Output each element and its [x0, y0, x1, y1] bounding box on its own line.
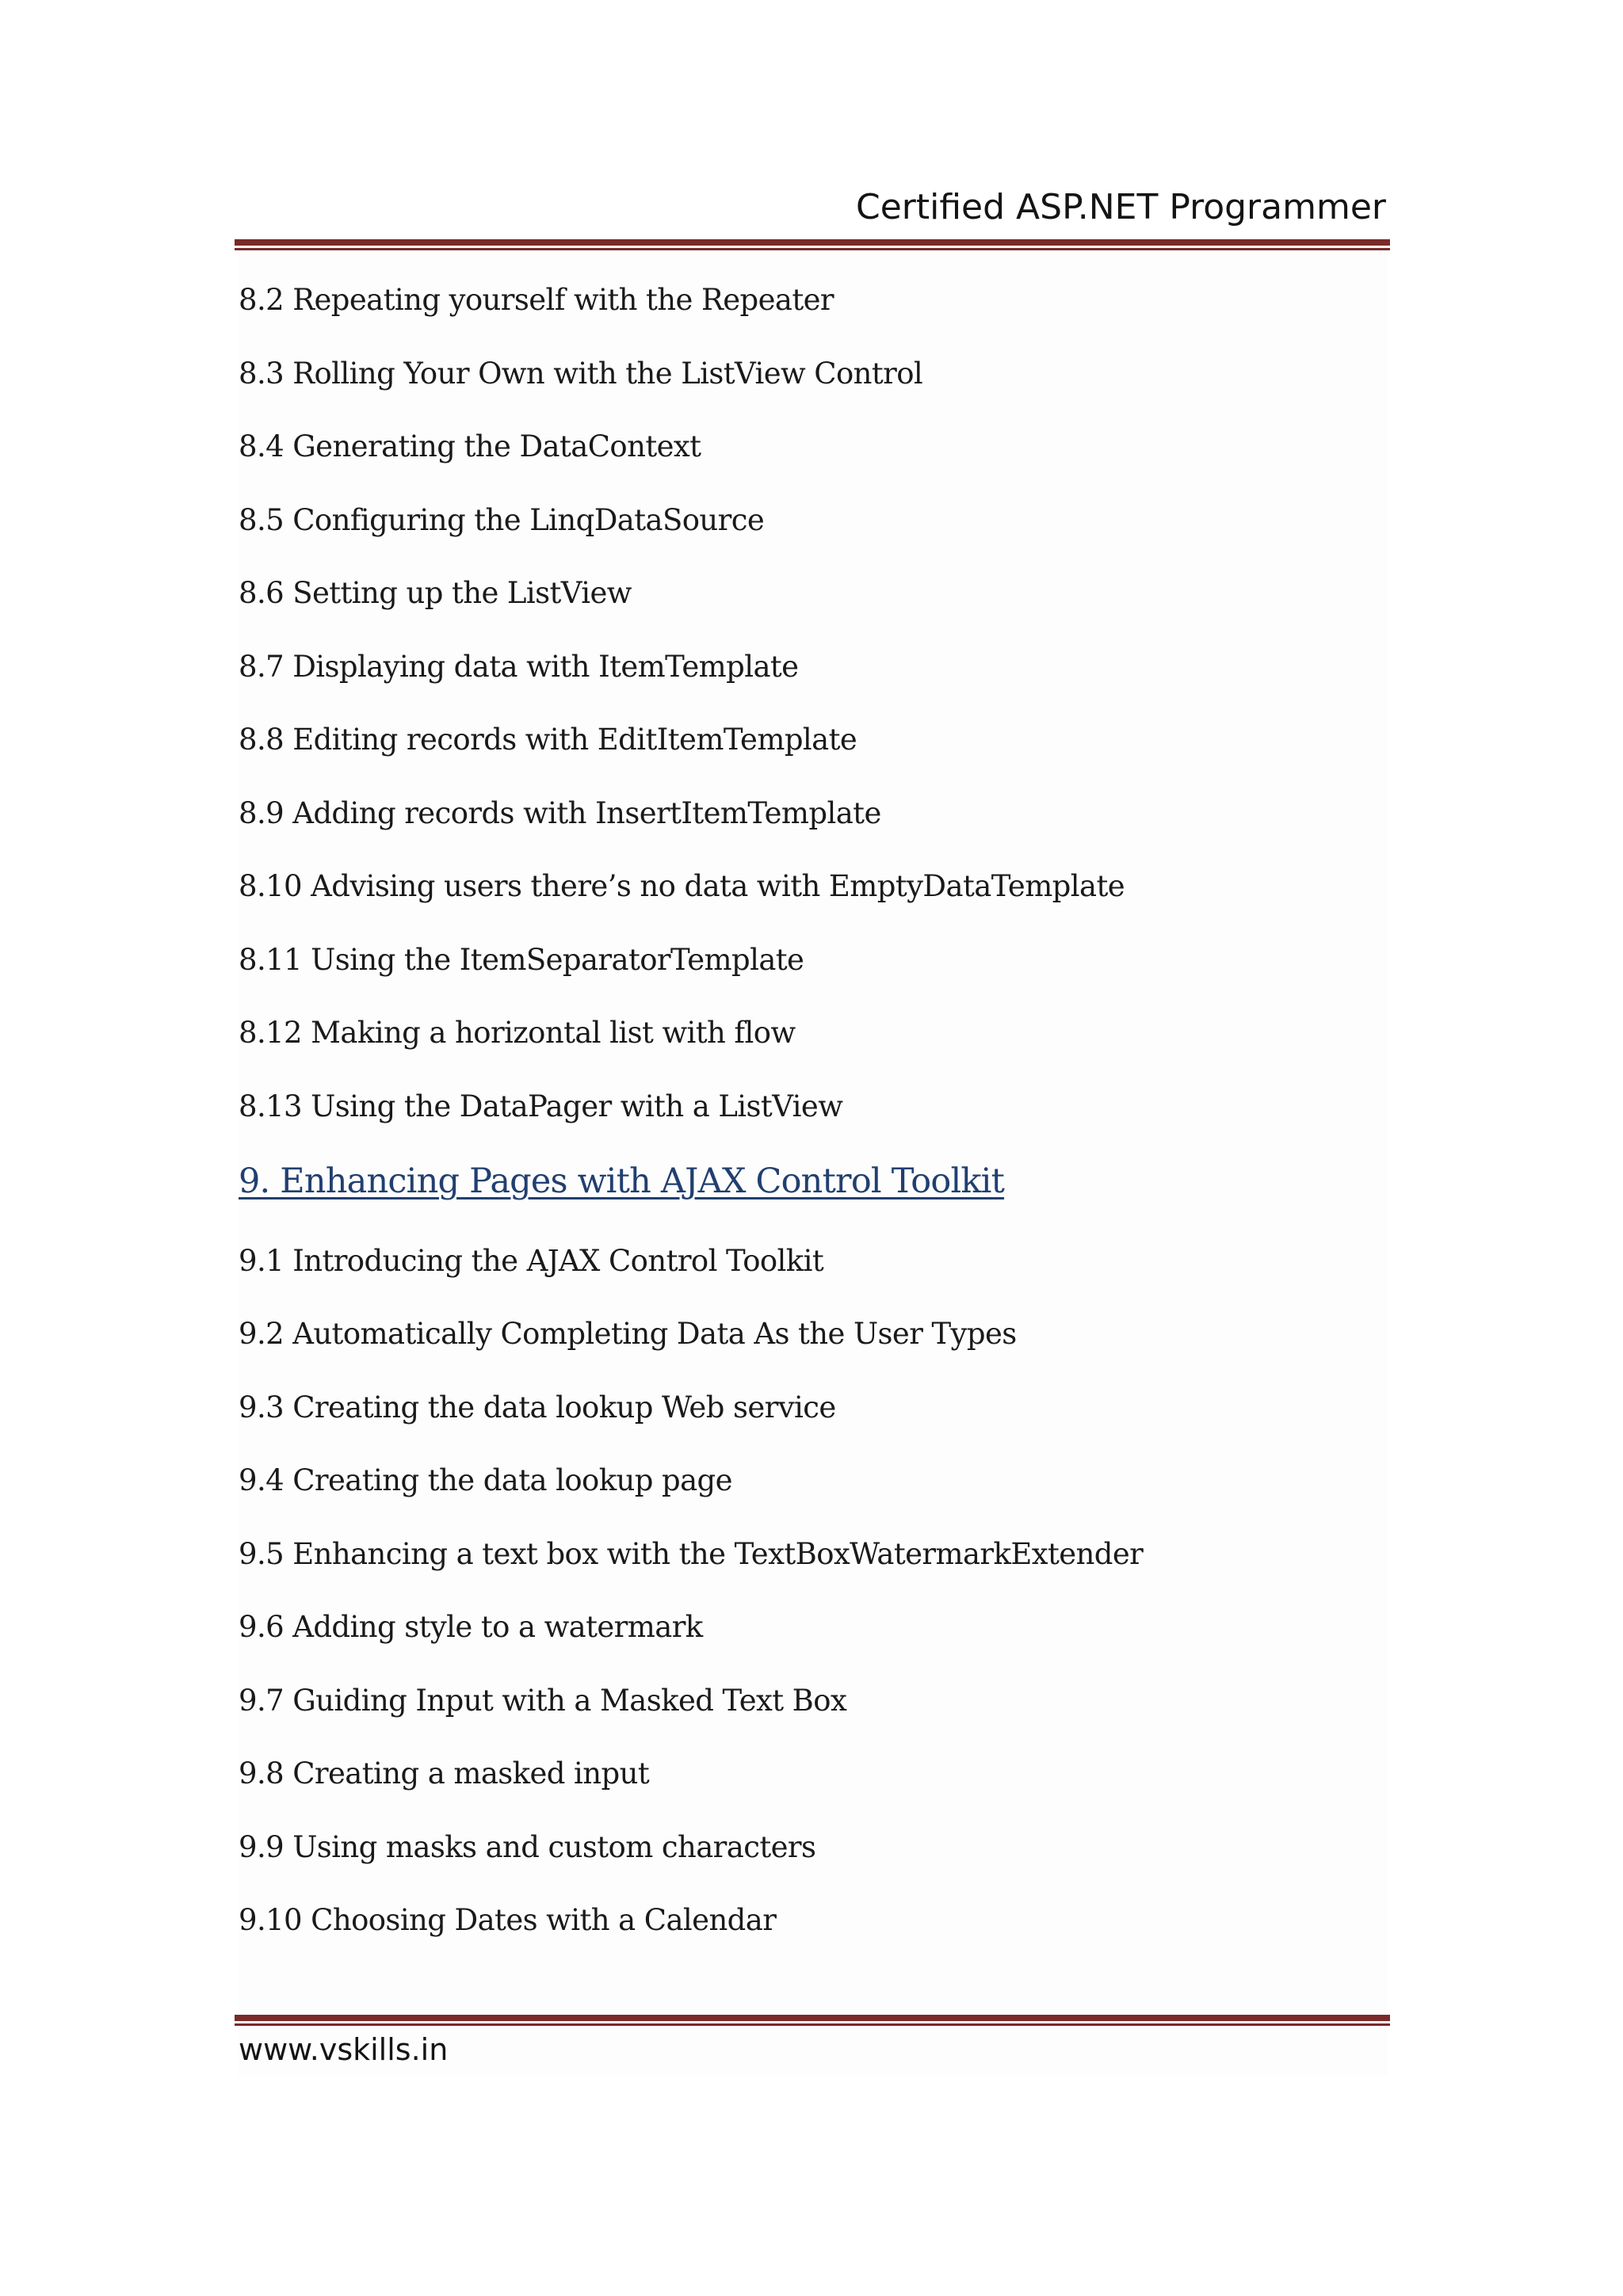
- toc-item-8-3: 8.3 Rolling Your Own with the ListView Control: [239, 357, 923, 391]
- toc-item-8-2: 8.2 Repeating yourself with the Repeater: [239, 283, 834, 317]
- toc-item-8-10: 8.10 Advising users there’s no data with EmptyDataTemplate: [239, 869, 1125, 903]
- toc-item-9-3: 9.3 Creating the data lookup Web service: [239, 1390, 836, 1425]
- toc-item-9-1: 9.1 Introducing the AJAX Control Toolkit: [239, 1244, 824, 1278]
- toc-item-9-7: 9.7 Guiding Input with a Masked Text Box: [239, 1684, 847, 1718]
- footer-rule: [235, 2015, 1390, 2026]
- toc-item-9-6: 9.6 Adding style to a watermark: [239, 1610, 703, 1644]
- toc-item-8-6: 8.6 Setting up the ListView: [239, 576, 632, 610]
- toc-item-8-11: 8.11 Using the ItemSeparatorTemplate: [239, 943, 804, 977]
- toc-item-8-4: 8.4 Generating the DataContext: [239, 429, 701, 463]
- toc-item-8-7: 8.7 Displaying data with ItemTemplate: [239, 650, 799, 684]
- toc-item-8-9: 8.9 Adding records with InsertItemTemplate: [239, 796, 881, 830]
- page-header-title: Certified ASP.NET Programmer: [855, 187, 1386, 227]
- toc-item-8-13: 8.13 Using the DataPager with a ListView: [239, 1089, 843, 1123]
- toc-item-9-5: 9.5 Enhancing a text box with the TextBoxWatermarkExtender: [239, 1537, 1144, 1571]
- toc-item-9-9: 9.9 Using masks and custom characters: [239, 1830, 816, 1864]
- toc-item-9-10: 9.10 Choosing Dates with a Calendar: [239, 1903, 777, 1937]
- toc-item-9-4: 9.4 Creating the data lookup page: [239, 1463, 732, 1497]
- toc-item-8-8: 8.8 Editing records with EditItemTemplate: [239, 723, 857, 757]
- toc-item-8-12: 8.12 Making a horizontal list with flow: [239, 1016, 796, 1050]
- footer-website-url: www.vskills.in: [239, 2032, 449, 2067]
- section-9-heading-link[interactable]: 9. Enhancing Pages with AJAX Control Toolkit: [239, 1161, 1005, 1201]
- header-rule: [235, 239, 1390, 250]
- toc-item-9-8: 9.8 Creating a masked input: [239, 1756, 650, 1791]
- toc-item-9-2: 9.2 Automatically Completing Data As the User Types: [239, 1317, 1017, 1351]
- toc-item-8-5: 8.5 Configuring the LinqDataSource: [239, 503, 765, 537]
